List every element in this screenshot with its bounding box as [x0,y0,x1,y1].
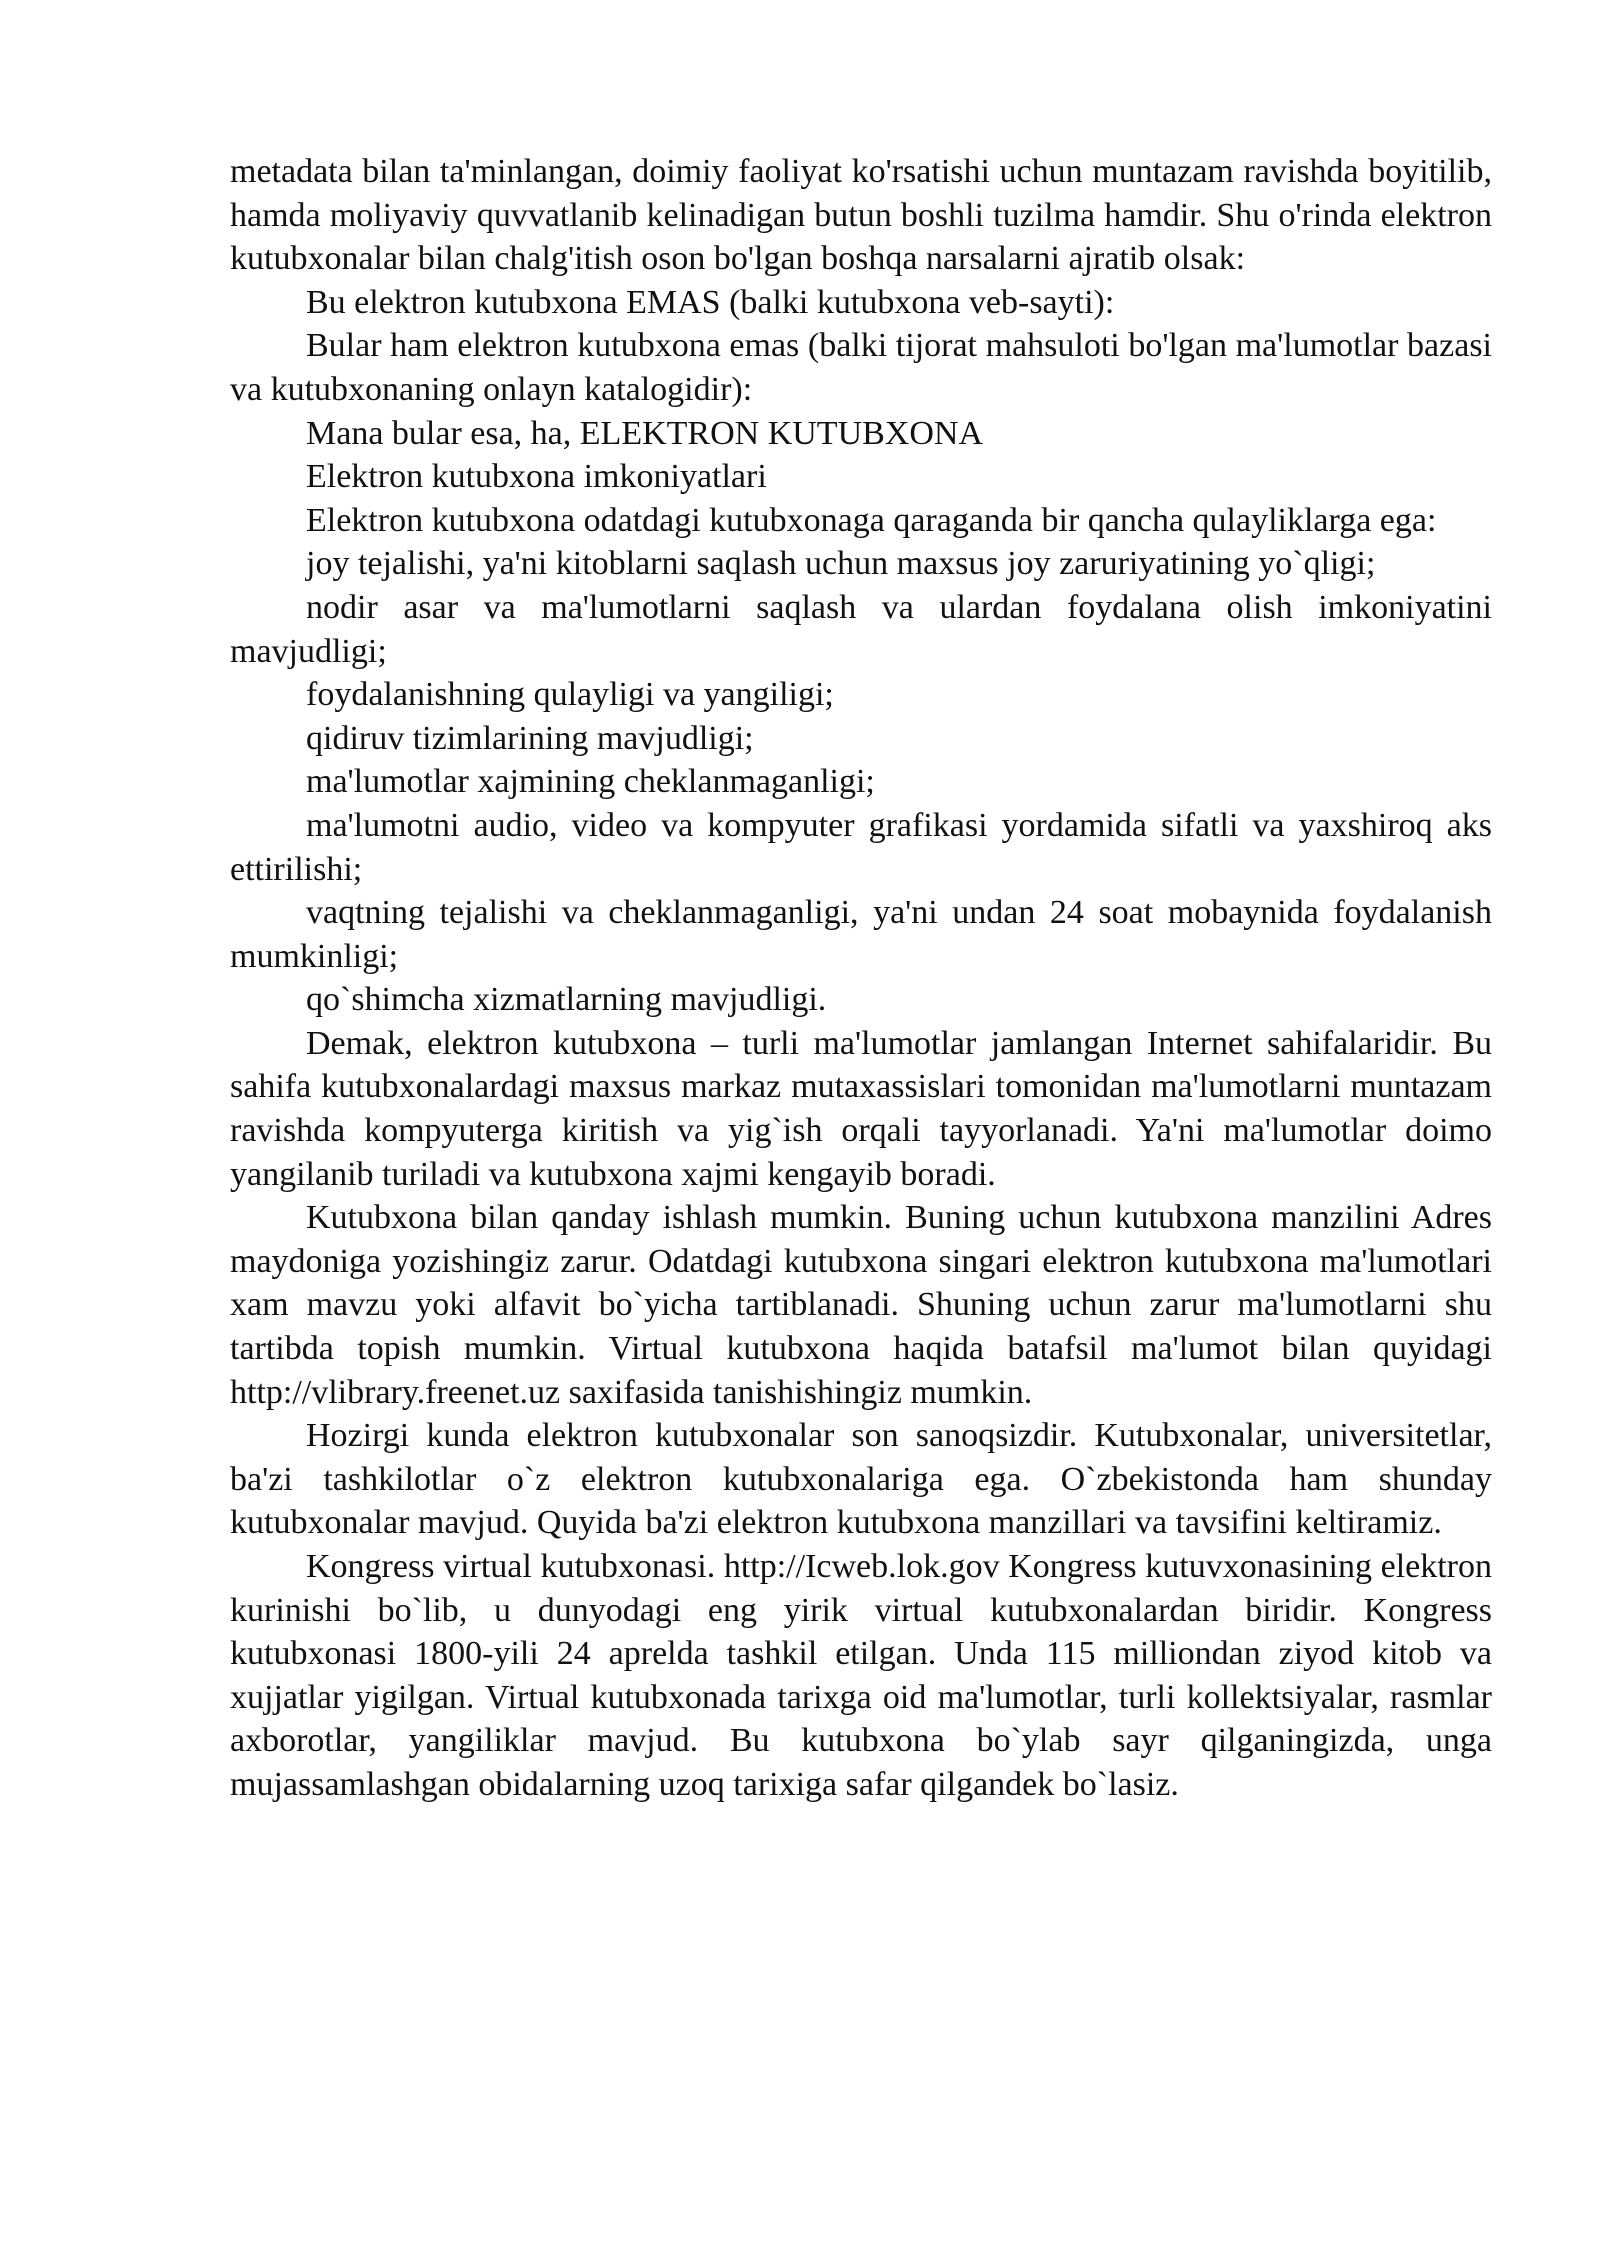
list-item-convenience: foydalanishning qulayligi va yangiligi; [306,676,834,714]
paragraph-current-libraries: Hozirgi kunda elektron kutubxonalar son sanoqsizdir. Kutubxonalar, universitetlar, ba'zi tashkilotlar o`z elektron kutubxonalariga ega. O`zbekistonda ham shunday kutubxonalar mavjud. Quyida ba'zi elektron kutubxona manzillari va tavsifini keltiramiz. [230,1417,1492,1542]
list-item-search-systems: qidiruv tizimlarining mavjudligi; [306,719,754,757]
paragraph-congress-library: Kongress virtual kutubxonasi. http://Icweb.lok.gov Kongress kutuvxonasining elektron kurinishi bo`lib, u dunyodagi eng yirik virtual kutubxonalardan biridir. Kongress kutubxonasi 1800-yili 24 aprelda tashkil etilgan. Unda 115 milliondan ziyod kitob va xujjatlar yigilgan. Virtual kutubxonada tarixga oid ma'lumotlar, turli kollektsiyalar, rasmlar axborotlar, yangiliklar mavjud. Bu kutubxona bo`ylab sayr qilganingizda, unga mujassamlashgan obidalarning uzoq tarixiga safar qilgandek bo`lasiz. [230,1548,1492,1803]
paragraph-not-library-database: Bular ham elektron kutubxona emas (balki tijorat mahsuloti bo'lgan ma'lumotlar bazasi va kutubxonaning onlayn katalogidir): [230,327,1492,408]
paragraph-intro-continuation: metadata bilan ta'minlangan, doimiy faoliyat ko'rsatishi uchun muntazam ravishda boyitilib, hamda moliyaviy quvvatlanib kelinadigan butun boshli tuzilma hamdir. Shu o'rinda elektron kutubxonalar bilan chalg'itish oson bo'lgan boshqa narsalarni ajratib olsak: [230,153,1492,278]
list-item-time-saving: vaqtning tejalishi va cheklanmaganligi, ya'ni undan 24 soat mobaynida foydalanish mumkinligi; [230,894,1492,975]
list-item-unlimited-volume: ma'lumotlar xajmining cheklanmaganligi; [306,763,875,801]
paragraph-is-library: Mana bular esa, ha, ELEKTRON KUTUBXONA [306,414,984,452]
paragraph-how-to-work: Kutubxona bilan qanday ishlash mumkin. Buning uchun kutubxona manzilini Adres maydoniga yozishingiz zarur. Odatdagi kutubxona singari elektron kutubxona ma'lumotlari xam mavzu yoki alfavit bo`yicha tartiblanadi. Shuning uchun zarur ma'lumotlarni shu tartibda topish mumkin. Virtual kutubxona haqida batafsil ma'lumot bilan quyidagi http://vlibrary.freenet.uz saxifasida tanishishingiz mumkin. [230,1199,1492,1411]
list-item-extra-services: qo`shimcha xizmatlarning mavjudligi. [306,981,827,1019]
list-item-space-saving: joy tejalishi, ya'ni kitoblarni saqlash uchun maxsus joy zaruriyatining yo`qligi; [306,545,1376,583]
section-heading-capabilities: Elektron kutubxona imkoniyatlari [306,458,767,496]
paragraph-definition: Demak, elektron kutubxona – turli ma'lumotlar jamlangan Internet sahifalaridir. Bu sahifa kutubxonalardagi maxsus markaz mutaxassislari tomonidan ma'lumotlarni muntazam ravishda kompyuterga kiritish va yig`ish orqali tayyorlanadi. Ya'ni ma'lumotlar doimo yangilanib turiladi va kutubxona xajmi kengayib boradi. [230,1024,1492,1193]
paragraph-advantages-intro: Elektron kutubxona odatdagi kutubxonaga qaraganda bir qancha qulayliklarga ega: [306,501,1437,539]
paragraph-not-library-website: Bu elektron kutubxona EMAS (balki kutubxona veb-sayti): [306,283,1115,321]
list-item-multimedia: ma'lumotni audio, video va kompyuter grafikasi yordamida sifatli va yaxshiroq aks ettirilishi; [230,806,1492,888]
document-page [230,150,1492,1807]
list-item-rare-works: nodir asar va ma'lumotlarni saqlash va ulardan foydalana olish imkoniyatini mavjudligi; [230,588,1492,670]
